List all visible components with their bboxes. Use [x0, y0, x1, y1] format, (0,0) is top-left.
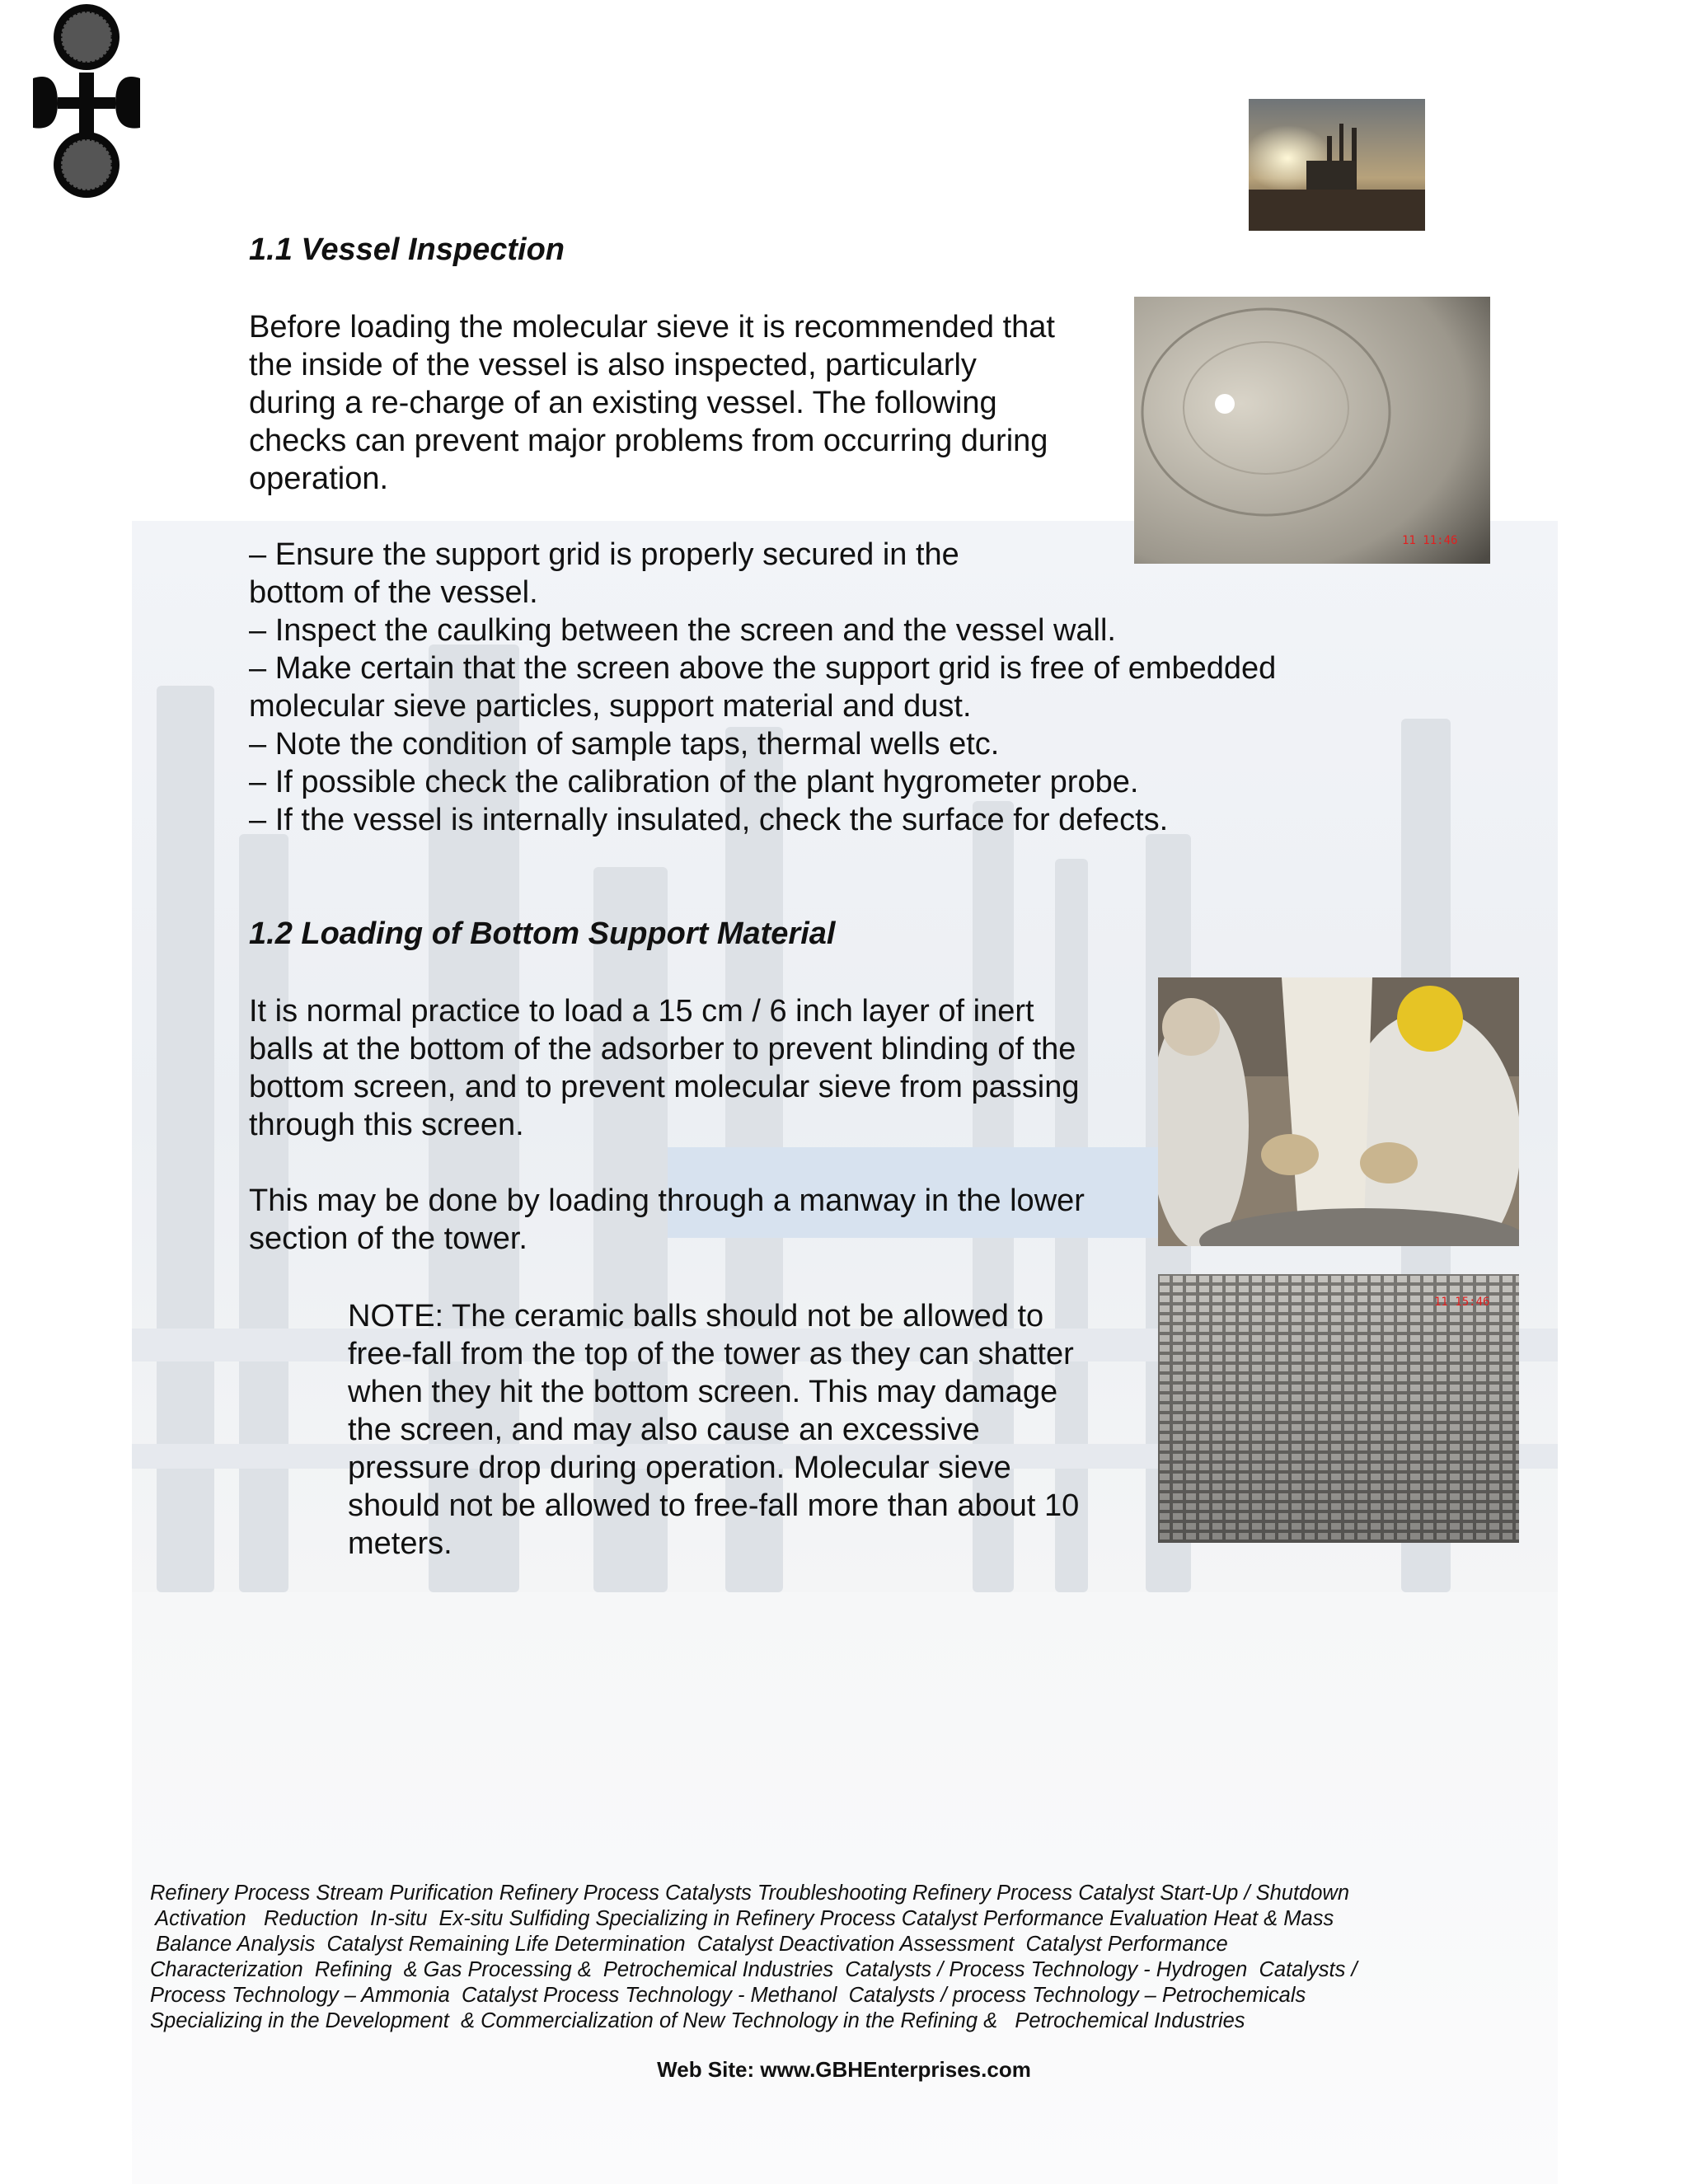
paragraph-line: bottom screen, and to prevent molecular sieve from passing — [249, 1070, 1080, 1104]
intro-line: Before loading the molecular sieve it is recommended that — [249, 310, 1055, 344]
checklist-line: – If the vessel is internally insulated, check the surface for defects. — [249, 803, 1169, 837]
intro-line: checks can prevent major problems from occurring during — [249, 424, 1048, 458]
footer-services-text — [150, 1881, 1436, 2034]
note-line: free-fall from the top of the tower as they can shatter — [348, 1337, 1074, 1371]
checklist-line: – Ensure the support grid is properly secured in the — [249, 537, 959, 572]
note-line: when they hit the bottom screen. This may damage — [348, 1375, 1058, 1409]
note-line: NOTE: The ceramic balls should not be allowed to — [348, 1299, 1044, 1333]
bottom-support-paragraph-1 — [249, 992, 1080, 1144]
footer-line: Activation Reduction In-situ Ex-situ Sulfiding Specializing in Refinery Process Catalyst Performance Evaluation Heat & Mass — [150, 1907, 1334, 1930]
paragraph-line: balls at the bottom of the adsorber to prevent blinding of the — [249, 1032, 1076, 1066]
company-logo — [25, 0, 148, 206]
note-line: should not be allowed to free-fall more than about 10 — [348, 1488, 1080, 1523]
checklist-line: – Inspect the caulking between the screen and the vessel wall. — [249, 613, 1116, 648]
section-heading-bottom-support: 1.2 Loading of Bottom Support Material — [249, 916, 836, 951]
checklist-line: – Note the condition of sample taps, thermal wells etc. — [249, 727, 1000, 762]
footer-line: Characterization Refining & Gas Processing & Petrochemical Industries Catalysts / Process Technology - Hydrogen Catalysts / — [150, 1958, 1357, 1981]
intro-line: operation. — [249, 462, 389, 496]
note-line: pressure drop during operation. Molecular sieve — [348, 1451, 1011, 1485]
checklist-line: – If possible check the calibration of the plant hygrometer probe. — [249, 765, 1139, 799]
workers-loading-photo — [1158, 977, 1519, 1246]
ceramic-balls-note — [348, 1297, 1079, 1563]
paragraph-line: section of the tower. — [249, 1221, 528, 1256]
support-grid-photo — [1158, 1274, 1519, 1543]
footer-line: Process Technology – Ammonia Catalyst Process Technology - Methanol Catalysts / process Technology – Petrochemicals — [150, 1984, 1306, 2007]
bottom-support-paragraph-2 — [249, 1182, 1085, 1258]
section-heading-vessel-inspection: 1.1 Vessel Inspection — [249, 232, 565, 267]
intro-line: the inside of the vessel is also inspected, particularly — [249, 348, 977, 382]
footer-line: Balance Analysis Catalyst Remaining Life Determination Catalyst Deactivation Assessment Catalyst Performance — [150, 1933, 1228, 1956]
paragraph-line: This may be done by loading through a manway in the lower — [249, 1183, 1085, 1218]
note-line: meters. — [348, 1526, 452, 1561]
refinery-sunset-photo — [1249, 99, 1425, 231]
grid-photo-timestamp: 11 15:46 — [1434, 1296, 1490, 1309]
vessel-inspection-intro — [249, 308, 1055, 498]
checklist-line: molecular sieve particles, support material and dust. — [249, 689, 972, 724]
checklist-line: – Make certain that the screen above the support grid is free of embedded — [249, 651, 1277, 686]
intro-line: during a re-charge of an existing vessel. The following — [249, 386, 997, 420]
footer-line: Specializing in the Development & Commercialization of New Technology in the Refining & Petrochemical Industries — [150, 2009, 1245, 2032]
vessel-interior-photo — [1134, 297, 1490, 564]
paragraph-line: through this screen. — [249, 1108, 524, 1142]
website-link[interactable]: Web Site: www.GBHEnterprises.com — [657, 2057, 1031, 2082]
footer-line: Refinery Process Stream Purification Refinery Process Catalysts Troubleshooting Refinery Process Catalyst Start-Up / Shutdown — [150, 1882, 1350, 1905]
note-line: the screen, and may also cause an excessive — [348, 1413, 980, 1447]
vessel-photo-timestamp: 11 11:46 — [1402, 534, 1458, 547]
paragraph-line: It is normal practice to load a 15 cm / 6 inch layer of inert — [249, 994, 1034, 1029]
checklist-line: bottom of the vessel. — [249, 575, 538, 610]
vessel-inspection-checklist — [249, 536, 1276, 839]
